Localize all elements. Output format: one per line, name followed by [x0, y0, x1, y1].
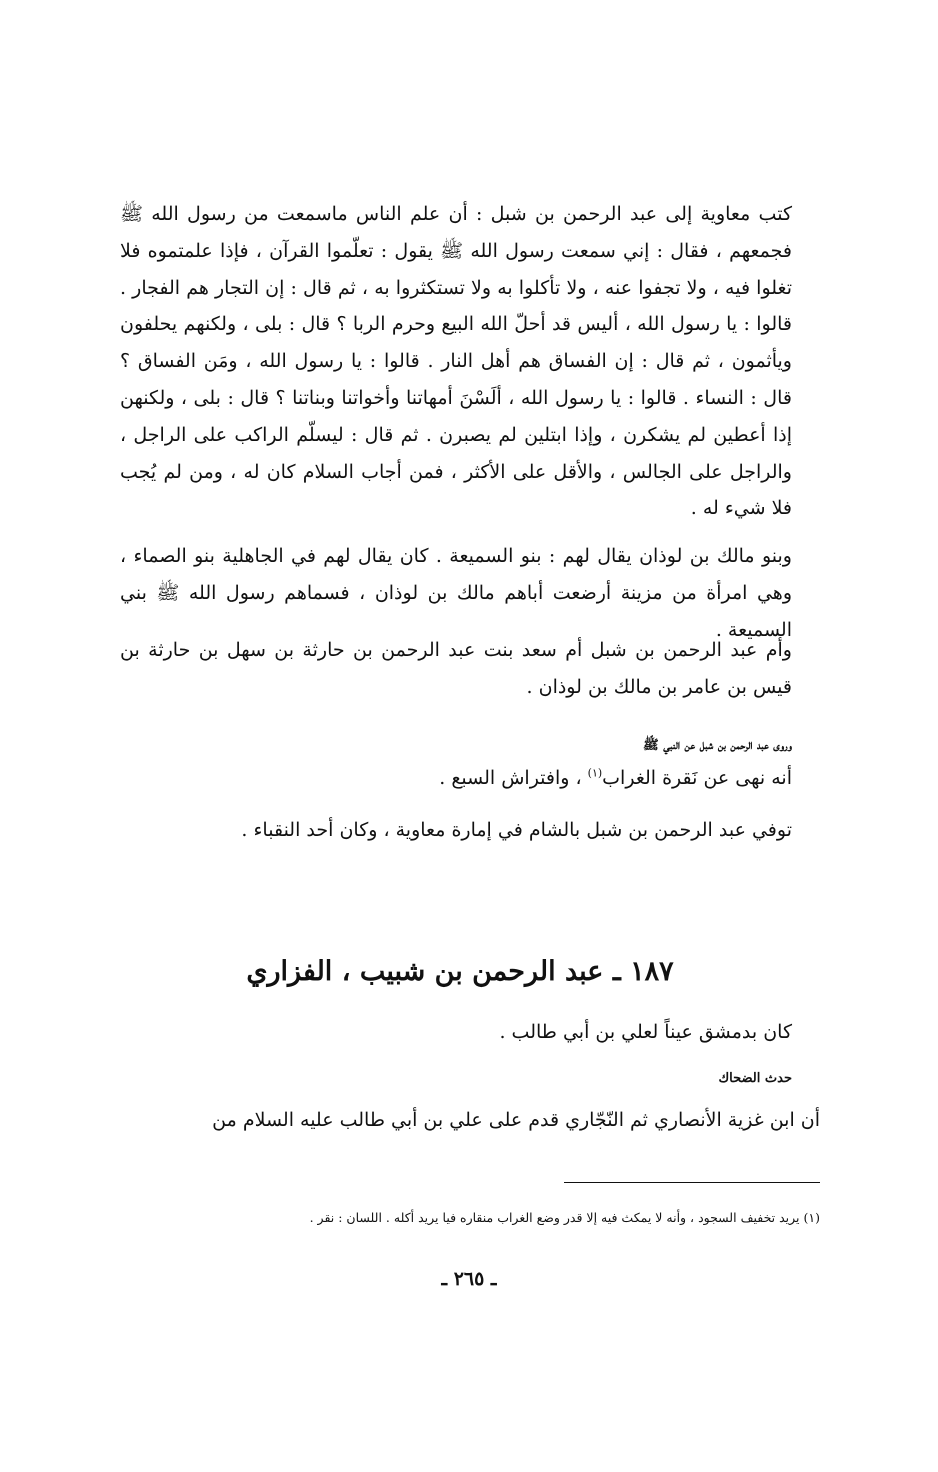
hadith-line	[439, 760, 792, 796]
death-note: توفي عبد الرحمن بن شبل بالشام في إمارة معاوية ، وكان أحد النقباء .	[241, 819, 792, 841]
paragraph-mother-lineage	[120, 632, 820, 706]
hadith-text-end: ، وافتراش السبع .	[439, 767, 588, 789]
paragraph-letter-of-muawiya	[120, 196, 820, 527]
footnote: (١) يريد تخفيف السجود ، وأنه لا يمكث فيه إلا قدر وضع الغراب منقاره فيا يريد أكله . اللسان : نقر .	[309, 1210, 820, 1225]
narrator-heading: حدث الضحاك	[718, 1071, 792, 1086]
section-title: ١٨٧ ـ عبد الرحمن بن شبيب ، الفزاري	[246, 956, 674, 987]
narration-intro: وروى عبد الرحمن بن شبل عن النبي ﷺ	[643, 738, 792, 753]
section-intro: كان بدمشق عيناً لعلي بن أبي طالب .	[499, 1021, 792, 1043]
paragraph-text: كتب معاوية إلى عبد الرحمن بن شبل : أن علم الناس ماسمعت من رسول الله ﷺ فجمعهم ، فقال : إني سمعت رسول الله ﷺ يقول : تعلّموا القرآن ، فإذا علمتموه فلا تغلوا فيه ، ولا تجفوا عنه ، ولا تأكلوا به ولا تستكثروا به ، ثم قال : إن التجار هم الفجار . قالوا : يا رسول الله ، أليس قد أحلّ الله البيع وحرم الربا ؟ قال : بلى ، ولكنهم يحلفون ويأثمون ، ثم قال : إن الفساق هم أهل النار . قالوا : يا رسول الله ، ومَن الفساق ؟ قال : النساء . قالوا : يا رسول الله ، ألَسْنَ أمهاتنا وأخواتنا وبناتنا ؟ قال : بلى ، ولكنهن إذا أعطين لم يشكرن ، وإذا ابتلين لم يصبرن . ثم قال : ليسلّم الراكب على الراجل ، والراجل على الجالس ، والأقل على الأكثر ، فمن أجاب السلام كان له ، ومن لم يُجب فلا شيء له .	[120, 203, 792, 520]
page-number: ـ ٢٦٥ ـ	[441, 1268, 497, 1290]
paragraph-text: وبنو مالك بن لوذان يقال لهم : بنو السميعة . كان يقال لهم في الجاهلية بنو الصماء ، وهي امرأة من مزينة أرضعت أباهم مالك بن لوذان ، فسماهم رسول الله ﷺ بني السميعة .	[120, 545, 792, 641]
paragraph-text: وأم عبد الرحمن بن شبل أم سعد بنت عبد الرحمن بن حارثة بن سهل بن حارثة بن قيس بن عامر بن مالك بن لوذان .	[120, 639, 792, 698]
hadith-text: أنه نهى عن نَقرة الغراب	[602, 767, 792, 789]
section-hadith: أن ابن غزية الأنصاري ثم النّجّاري قدم على علي بن أبي طالب عليه السلام من	[212, 1109, 820, 1131]
footnote-divider	[564, 1182, 820, 1183]
footnote-reference: (١)	[587, 766, 603, 780]
